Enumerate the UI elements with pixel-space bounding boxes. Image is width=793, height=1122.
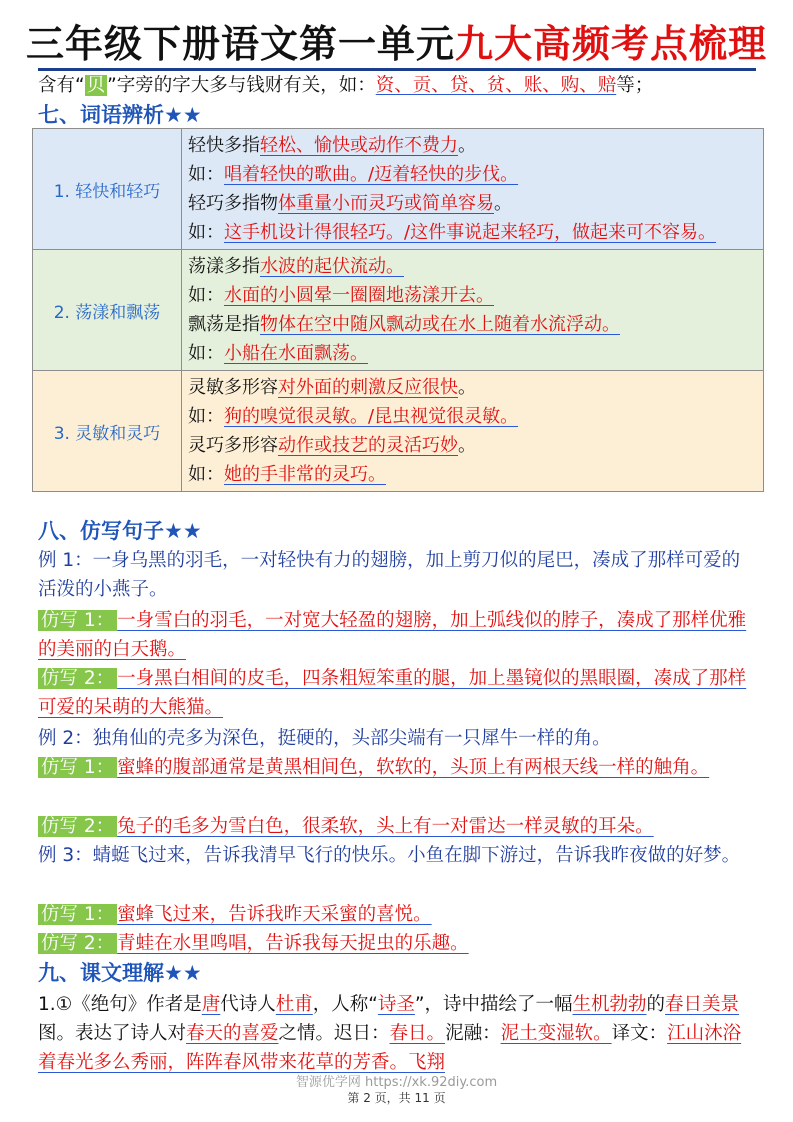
imitation-1-1: 仿写 1： 一身雪白的羽毛，一对宽大轻盈的翅膀，加上弧线似的脖子，凑成了那样优雅的美丽的白天鹅。 <box>38 610 747 660</box>
title-part-1: 三年级下册语文第一单元 <box>25 22 455 66</box>
table-row <box>33 129 764 250</box>
table-row <box>33 371 764 492</box>
intro-radical: 贝 <box>86 75 106 96</box>
row-description: 荡漾多指水波的起伏流动。 如：水面的小圆晕一圈圈地荡漾开去。 飘荡是指物体在空中随风飘动或在水上随着水流浮动。 如：小船在水面飘荡。 <box>182 250 764 371</box>
row-description: 轻快多指轻松、愉快或动作不费力。 如：唱着轻快的歌曲。/迈着轻快的步伐。 轻巧多指物体重量小而灵巧或简单容易。 如：这手机设计得很轻巧。/这件事说起来轻巧，做起来可不容易。 <box>182 129 764 250</box>
page-number: 第 2 页，共 11 页 <box>347 1091 446 1105</box>
intro-middle: ”字旁的字大多与钱财有关，如： <box>107 75 376 96</box>
row-term: 2. 荡漾和飘荡 <box>33 250 182 371</box>
imitation-3-1: 仿写 1： 蜜蜂飞过来，告诉我昨天采蜜的喜悦。 <box>38 900 758 929</box>
intro-suffix: 等； <box>616 75 654 96</box>
example-3: 例 3：蜻蜓飞过来，告诉我清早飞行的快乐。小鱼在脚下游过，告诉我昨夜做的好梦。 <box>38 845 741 866</box>
text-understanding-paragraph: 1.①《绝句》作者是唐代诗人杜甫，人称“诗圣”，诗中描绘了一幅生机勃勃的春日美景图。表达了诗人对春天的喜爱之情。迟日：春日。泥融：泥土变湿软。译文：江山沐浴着春光多么秀丽，阵阵春风带来花草的芳香。飞翔 <box>38 994 742 1073</box>
table-row <box>33 250 764 371</box>
imitation-3-2: 仿写 2： 青蛙在水里鸣唱，告诉我每天捉虫的乐趣。 <box>38 929 758 958</box>
row-term: 1. 轻快和轻巧 <box>33 129 182 250</box>
row-term: 3. 灵敏和灵巧 <box>33 371 182 492</box>
example-2: 例 2：独角仙的壳多为深色，挺硬的，头部尖端有一只犀牛一样的角。 <box>38 728 611 749</box>
example-1: 例 1：一身乌黑的羽毛，一对轻快有力的翅膀，加上剪刀似的尾巴，凑成了那样可爱的活泼的小燕子。 <box>38 550 741 600</box>
title-part-2: 九大高频考点梳理 <box>455 22 768 66</box>
intro-prefix: 含有“ <box>38 75 85 96</box>
section-8-heading: 八、仿写句子★★ <box>38 519 202 543</box>
word-comparison-table <box>32 128 764 492</box>
section-9-heading: 九、课文理解★★ <box>38 961 202 985</box>
section-7-heading: 七、词语辨析★★ <box>38 103 202 127</box>
row-description: 灵敏多形容对外面的刺激反应很快。 如：狗的嗅觉很灵敏。/昆虫视觉很灵敏。 灵巧多形容动作或技艺的灵活巧妙。 如：她的手非常的灵巧。 <box>182 371 764 492</box>
intro-line <box>38 74 758 98</box>
watermark: 智源优学网 https://xk.92diy.com <box>295 1075 498 1090</box>
imitation-2-2: 仿写 2： 兔子的毛多为雪白色，很柔软，头上有一对雷达一样灵敏的耳朵。 <box>38 812 758 841</box>
imitation-2-1: 仿写 1： 蜜蜂的腹部通常是黄黑相间色，软软的，头顶上有两根天线一样的触角。 <box>38 753 758 782</box>
intro-examples: 资、贡、贷、贫、账、购、赔 <box>375 75 617 96</box>
page-title <box>0 22 793 66</box>
title-underline <box>38 68 756 71</box>
imitation-1-2: 仿写 2： 一身黑白相间的皮毛，四条粗短笨重的腿，加上墨镜似的黑眼圈，凑成了那样可爱的呆萌的大熊猫。 <box>38 668 747 718</box>
